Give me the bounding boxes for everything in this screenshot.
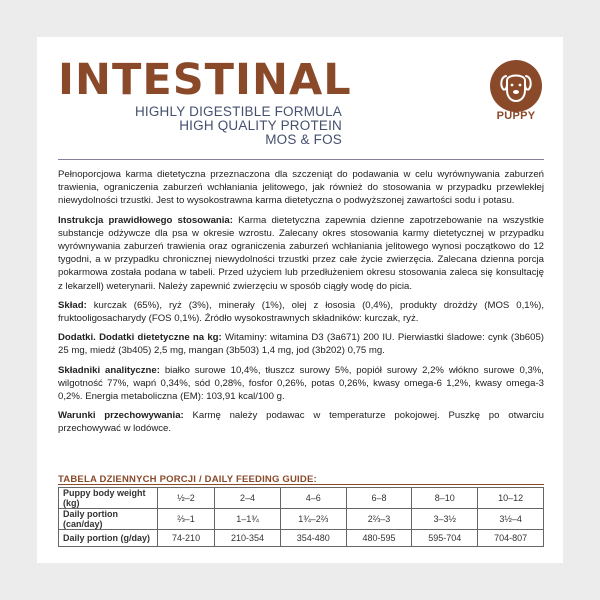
table-row: [59, 488, 544, 509]
subtitle-line-3: MOS & FOS: [265, 132, 342, 147]
table-cell: 74-210: [158, 530, 215, 547]
usage-label: Instrukcja prawidłowego stosowania:: [58, 214, 233, 226]
table-cell: 8–10: [412, 488, 478, 509]
storage-paragraph: [58, 409, 544, 435]
table-cell: 3½–4: [478, 509, 544, 530]
product-title: INTESTINAL: [58, 55, 352, 105]
puppy-label: PUPPY: [496, 110, 536, 122]
table-cell: 480-595: [346, 530, 412, 547]
table-cell: 1–1¾: [215, 509, 281, 530]
table-cell: 3–3½: [412, 509, 478, 530]
usage-paragraph: [58, 214, 544, 293]
additives-text: Witaminy: witamina D3 (3a671) 200 IU. Pierwiastki śladowe: cynk (3b605) 25 mg, miedź (3b405) 2,5 mg, mangan (3b503) 1,4 mg, jod (3b202) 0,75 mg.: [58, 332, 544, 357]
description-body: [58, 168, 544, 442]
table-cell: 704-807: [478, 530, 544, 547]
table-cell: 1¾–2⅔: [280, 509, 346, 530]
row-label: Daily portion (can/day): [59, 509, 158, 530]
composition-text: kurczak (65%), ryż (3%), minerały (1%), olej z łososia (0,4%), produkty drożdży (MOS 0,1%), fruktooligosacharydy (FOS 0,1%). Źródło wysokostrawnych składników: kurczak, ryż.: [58, 299, 544, 325]
row-label: Puppy body weight (kg): [59, 488, 158, 509]
additives-label: Dodatki. Dodatki dietetyczne na kg:: [58, 332, 222, 344]
table-row: [59, 530, 544, 547]
analytical-label: Składniki analityczne:: [58, 364, 160, 376]
puppy-badge: [490, 60, 542, 112]
table-cell: 4–6: [280, 488, 346, 509]
composition-label: Skład:: [58, 299, 87, 311]
table-cell: 2–4: [215, 488, 281, 509]
table-row: [59, 509, 544, 530]
composition-paragraph: [58, 299, 544, 325]
table-cell: 2⅔–3: [346, 509, 412, 530]
header-divider: [58, 159, 544, 160]
feeding-guide-underline: [58, 484, 544, 485]
feeding-guide-table: [58, 487, 544, 547]
additives-paragraph: [58, 331, 544, 357]
table-cell: 354-480: [280, 530, 346, 547]
storage-text: Karmę należy podawac w temperaturze pokojowej. Puszkę po otwarciu przechowywać w lodówce.: [58, 410, 544, 435]
storage-label: Warunki przechowywania:: [58, 410, 184, 422]
table-cell: 595-704: [412, 530, 478, 547]
feeding-guide-title: TABELA DZIENNYCH PORCJI / DAILY FEEDING GUIDE:: [58, 474, 317, 485]
table-cell: 210-354: [215, 530, 281, 547]
table-cell: 6–8: [346, 488, 412, 509]
table-cell: ⅔–1: [158, 509, 215, 530]
analytical-paragraph: [58, 364, 544, 404]
table-cell: ½–2: [158, 488, 215, 509]
subtitle-line-2: HIGH QUALITY PROTEIN: [179, 118, 342, 133]
intro-paragraph: Pełnoporcjowa karma dietetyczna przeznaczona dla szczeniąt do podawania w celu wyrównywania zaburzeń trawienia, ograniczenia zaburzeń wchłaniania jelitowego, jak również do stosowania w przypadku przewlekłej niewydolności trzustki. Jest to wysokostrawna karma dietetyczna o podwyższonej zawartości sodu i potasu.: [58, 169, 544, 207]
puppy-head-icon: [498, 68, 534, 104]
usage-text: Karma dietetyczna zapewnia dzienne zapotrzebowanie na wszystkie substancje odżywcze dla psa w okresie wzrostu. Zalecany okres stosowania karmy dietetycznej w przypadku wyrównywania zaburzeń trawienia oraz ograniczenia zaburzeń wchłaniania jelitowego wynosi początkowo do 12 tygodni, a w przypadku chronicznej niewydolności trzustki przez całe życie zwierzęcia. Zalecana dzienna porcja pokarmowa została podana w tabeli. Przed użyciem lub przedłużeniem okresu stosowania zaleca się konsultację z lekarzell) weterynarii. Należy zapewnić zwierzęciu w sposób ciągły wodę do picia.: [58, 214, 544, 292]
row-label: Daily portion (g/day): [59, 530, 158, 547]
subtitle-line-1: HIGHLY DIGESTIBLE FORMULA: [134, 104, 342, 119]
analytical-text: białko surowe 10,4%, tłuszcz surowy 5%, popiół surowy 2,2% włókno surowe 0,3%, wilgotność 77%, wapń 0,34%, sód 0,28%, fosfor 0,26%, potas 0,26%, kwasy omega-6 1,2%, kwasy omega-3 0,2%. Energia metaboliczna (EM): 103,91 kcal/100 g.: [58, 364, 544, 403]
table-cell: 10–12: [478, 488, 544, 509]
